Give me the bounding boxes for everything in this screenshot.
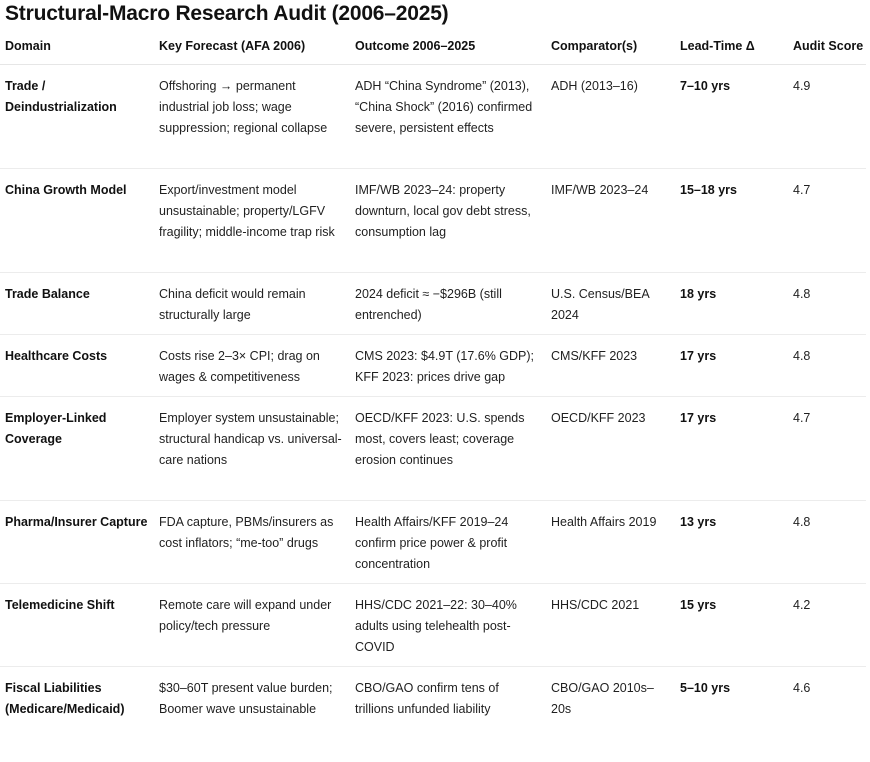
cell-outcome: HHS/CDC 2021–22: 30–40% adults using telehealth post-COVID [350, 584, 546, 667]
cell-lead-time: 5–10 yrs [680, 681, 731, 695]
column-header-outcome: Outcome 2006–2025 [350, 33, 546, 65]
column-header-lead-time: Lead-Time Δ [675, 33, 788, 65]
cell-score: 4.2 [788, 584, 866, 667]
cell-forecast: FDA capture, PBMs/insurers as cost inflators; “me-too” drugs [154, 501, 350, 584]
cell-domain: Trade / Deindustrialization [0, 65, 154, 169]
page-title: Structural-Macro Research Audit (2006–2025) [5, 2, 449, 25]
cell-domain: Healthcare Costs [0, 335, 154, 397]
cell-forecast: $30–60T present value burden; Boomer wave unsustainable [159, 681, 333, 716]
cell-lead-time: 13 yrs [675, 501, 788, 584]
table-row [0, 169, 866, 273]
table-row [0, 667, 866, 751]
cell-domain: Fiscal Liabilities (Medicare/Medicaid) [5, 681, 125, 716]
cell-score: 4.7 [788, 397, 866, 501]
cell-comparator: CBO/GAO 2010s–20s [551, 681, 654, 716]
cell-comparator: HHS/CDC 2021 [546, 584, 675, 667]
table-row [0, 335, 866, 397]
column-header-domain: Domain [0, 33, 154, 65]
table-header-row [0, 33, 866, 65]
cell-domain: Telemedicine Shift [0, 584, 154, 667]
cell-forecast: China deficit would remain structurally large [154, 273, 350, 335]
table-row [0, 273, 866, 335]
table-row [0, 397, 866, 501]
table-row [0, 501, 866, 584]
cell-forecast: Export/investment model unsustainable; property/LGFV fragility; middle-income trap risk [154, 169, 350, 273]
cell-comparator: IMF/WB 2023–24 [546, 169, 675, 273]
cell-lead-time: 7–10 yrs [675, 65, 788, 169]
column-header-comparators: Comparator(s) [546, 33, 675, 65]
cell-outcome: IMF/WB 2023–24: property downturn, local gov debt stress, consumption lag [350, 169, 546, 273]
cell-comparator: CMS/KFF 2023 [546, 335, 675, 397]
cell-comparator: U.S. Census/BEA 2024 [546, 273, 675, 335]
cell-score: 4.8 [788, 273, 866, 335]
cell-forecast: Offshoring → permanent industrial job loss; wage suppression; regional collapse [154, 65, 350, 169]
cell-score: 4.7 [788, 169, 866, 273]
cell-score: 4.9 [788, 65, 866, 169]
cell-outcome: OECD/KFF 2023: U.S. spends most, covers least; coverage erosion continues [350, 397, 546, 501]
cell-domain: China Growth Model [0, 169, 154, 273]
cell-lead-time: 15 yrs [675, 584, 788, 667]
audit-table [0, 33, 866, 750]
cell-outcome: Health Affairs/KFF 2019–24 confirm price power & profit concentration [350, 501, 546, 584]
cell-forecast: Remote care will expand under policy/tech pressure [154, 584, 350, 667]
cell-comparator: Health Affairs 2019 [546, 501, 675, 584]
column-header-key-forecast: Key Forecast (AFA 2006) [154, 33, 350, 65]
column-header-audit-score: Audit Score [788, 33, 866, 65]
cell-domain: Pharma/Insurer Capture [0, 501, 154, 584]
cell-domain: Trade Balance [0, 273, 154, 335]
table-row [0, 65, 866, 169]
cell-score: 4.6 [793, 681, 811, 695]
cell-domain: Employer-Linked Coverage [0, 397, 154, 501]
cell-lead-time: 17 yrs [675, 335, 788, 397]
cell-outcome: CMS 2023: $4.9T (17.6% GDP); KFF 2023: prices drive gap [350, 335, 546, 397]
cell-outcome: 2024 deficit ≈ −$296B (still entrenched) [350, 273, 546, 335]
cell-forecast: Costs rise 2–3× CPI; drag on wages & competitiveness [154, 335, 350, 397]
cell-score: 4.8 [788, 335, 866, 397]
cell-forecast: Employer system unsustainable; structural handicap vs. universal-care nations [154, 397, 350, 501]
cell-comparator: OECD/KFF 2023 [546, 397, 675, 501]
cell-lead-time: 15–18 yrs [675, 169, 788, 273]
cell-lead-time: 18 yrs [675, 273, 788, 335]
cell-outcome: CBO/GAO confirm tens of trillions unfunded liability [355, 681, 499, 716]
cell-outcome: ADH “China Syndrome” (2013), “China Shock” (2016) confirmed severe, persistent effects [350, 65, 546, 169]
table-row [0, 584, 866, 667]
cell-score: 4.8 [788, 501, 866, 584]
cell-lead-time: 17 yrs [675, 397, 788, 501]
cell-comparator: ADH (2013–16) [546, 65, 675, 169]
